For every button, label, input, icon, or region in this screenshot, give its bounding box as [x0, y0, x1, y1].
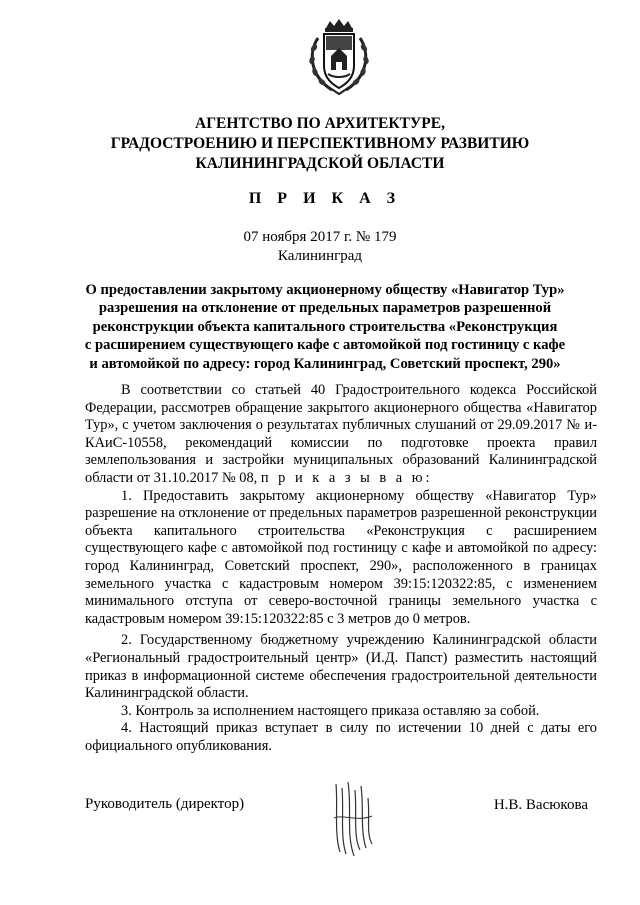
preamble-paragraph	[85, 382, 597, 488]
signatory-name: Н.В. Васюкова	[493, 797, 588, 813]
agency-line-1: АГЕНТСТВО ПО АРХИТЕКТУРЕ,	[195, 115, 445, 132]
order-item-2: 2. Государственному бюджетному учреждению Калининградской области «Региональный градостроительный центр» (И.Д. Папст) разместить настоящий приказ в информационной системе обеспечения градостроительной деятельности Калининградской области.	[85, 632, 597, 702]
order-body	[85, 382, 597, 755]
agency-header	[60, 114, 580, 174]
agency-line-2: ГРАДОСТРОЕНИЮ И ПЕРСПЕКТИВНОМУ РАЗВИТИЮ	[110, 135, 530, 152]
date-and-place	[0, 228, 640, 266]
subject-line: реконструкции объекта капитального строительства «Реконструкция	[92, 318, 558, 335]
subject-line: с расширением существующего кафе с автомойкой под гостиницу с кафе	[84, 337, 566, 354]
subject-line: и автомойкой по адресу: город Калининград, Советский проспект, 290»	[89, 355, 561, 372]
order-item-4: 4. Настоящий приказ вступает в силу по истечении 10 дней с даты его официального опубликования.	[85, 720, 597, 754]
order-word: п р и к а з ы в а ю:	[260, 469, 433, 486]
subject-line: О предоставлении закрытому акционерному обществу «Навигатор Тур»	[85, 282, 565, 298]
date-number: 07 ноября 2017 г. № 179	[243, 229, 397, 245]
preamble-text: В соответствии со статьей 40 Градостроительного кодекса Российской Федерации, рассмотрев обращение закрытого акционерного общества «Навигатор Тур», с учетом заключения о результатах публичных слушаний от 29.09.2017 № и-КАиС-10558, рекомендаций комиссии по подготовке проекта правил землепользования и застройки муниципальных образований Калининградской области от 31.10.2017 № 08,	[85, 382, 597, 486]
order-item-3: 3. Контроль за исполнением настоящего приказа оставляю за собой.	[121, 702, 540, 719]
coat-of-arms-emblem	[304, 18, 374, 96]
handwritten-signature	[328, 778, 378, 858]
order-subject	[60, 281, 590, 373]
order-item-1: 1. Предоставить закрытому акционерному обществу «Навигатор Тур» разрешение на отклонение от предельных параметров разрешенной реконструкции объекта капитального строительства «Реконструкция с расширением существующего кафе с автомойкой под гостиницу с кафе и автомойкой по адресу: город Калининград, Советский проспект, 290», расположенного в границах земельного участка с кадастровым номером 39:15:120322:85, с изменением минимального отступа от северо-восточной границы земельного участка с кадастровым номером 39:15:120322:85 с 3 метров до 0 метров.	[85, 487, 597, 627]
agency-line-3: КАЛИНИНГРАДСКОЙ ОБЛАСТИ	[195, 155, 445, 172]
document-title: П Р И К А З	[248, 190, 402, 207]
subject-line: разрешения на отклонение от предельных параметров разрешенной	[98, 300, 552, 317]
signatory-position: Руководитель (директор)	[85, 796, 245, 812]
city: Калининград	[277, 248, 363, 264]
